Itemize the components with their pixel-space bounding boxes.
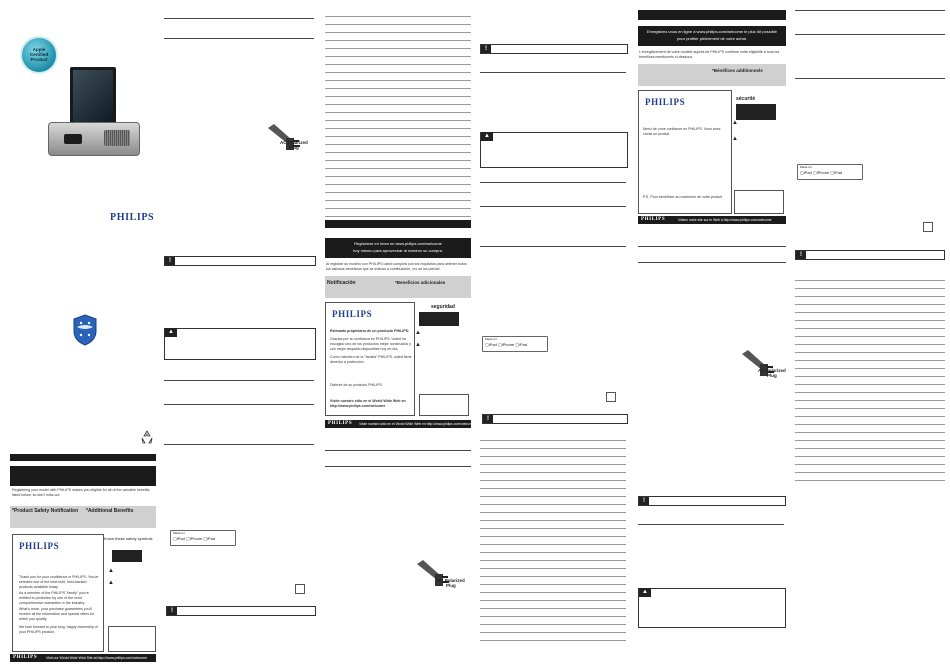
warning-box [638, 588, 786, 628]
compat-item: iPad [207, 536, 216, 541]
table-rule [480, 640, 626, 641]
fr-footer-logo: PHILIPS [641, 217, 666, 222]
rule [164, 18, 314, 19]
sticker-text: Apple Certified Product [29, 47, 49, 62]
made-for-items: ▢iPad ▢iPhone ▢iPad [485, 342, 528, 347]
table-rule [325, 80, 471, 81]
made-for-title: Made for [173, 531, 185, 535]
table-rule [795, 352, 945, 353]
fr-warning-icon-2: ▲ [732, 136, 738, 142]
es-reg-bar-top [325, 220, 471, 228]
es-box1-title: Notificación [327, 280, 356, 286]
table-rule [325, 64, 471, 65]
product-image [44, 64, 144, 170]
en-reg-card-body1: Thank you for your confidence in PHILIPS. You've selected one of the best-built, best-backed products available today. [19, 575, 99, 589]
compat-item: iPhone [816, 170, 830, 175]
es-card-logo: PHILIPS [332, 309, 373, 319]
note-box-2 [482, 414, 628, 424]
rule [638, 262, 786, 263]
fr-footer-text: Visitez notre site sur le Web à http://www.philips.com/welcome [678, 218, 772, 222]
warning-icon: ▲ [165, 328, 177, 337]
made-for-badge [797, 164, 863, 180]
note-icon: ! [796, 251, 806, 259]
table-rule [795, 432, 945, 433]
warning-icon: ▲ [481, 132, 493, 141]
table-rule [795, 320, 945, 321]
en-reg-box1-title: *Product Safety Notification [12, 508, 79, 514]
plug-label-line2: Plug [289, 145, 299, 150]
table-rule [325, 40, 471, 41]
rule [638, 246, 786, 247]
es-box2-title: *Beneficios adicionales [395, 280, 446, 285]
es-footer-logo: PHILIPS [328, 421, 353, 426]
rule [795, 78, 945, 79]
table-rule [480, 512, 626, 513]
note-box [638, 496, 786, 506]
table-rule [480, 568, 626, 569]
table-rule [480, 464, 626, 465]
table-rule [325, 208, 471, 209]
es-card-body1: Estimado propietario de un producto PHILIPS: [330, 329, 410, 333]
fr-warning-icon-1: ▲ [732, 120, 738, 126]
table-rule [480, 456, 626, 457]
note-icon: ! [639, 497, 649, 505]
cover-panel [8, 6, 158, 666]
table-rule [480, 584, 626, 585]
table-rule [795, 304, 945, 305]
en-reg-footer-bar [10, 654, 156, 662]
plug-label-line1: AC Polarized [758, 368, 786, 373]
en-reg-card-body4: We look forward to your long, happy ownership of your PHILIPS product. [19, 625, 98, 634]
table-rule [480, 472, 626, 473]
philips-shield-icon [72, 314, 98, 346]
es-reg-card [325, 302, 415, 416]
plug-label-line2: Plug [446, 583, 456, 588]
plug-caption [437, 578, 465, 588]
table-rule [480, 624, 626, 625]
made-for-items: ▢iPad ▢iPhone ▢iPad [173, 536, 216, 541]
table-rule [480, 528, 626, 529]
table-rule [480, 616, 626, 617]
table-rule [325, 184, 471, 185]
en-footer-text: Visit our World Wide Web Site at http://www.philips.com/welcome [46, 656, 147, 660]
table-rule [480, 544, 626, 545]
es-title-line1: Regístrese en línea en www.philips.com/welcome [354, 241, 442, 246]
en-reg-card [12, 534, 104, 652]
table-rule [480, 496, 626, 497]
es-title-line2: hoy mismo para aprovechar al máximo su compra. [353, 248, 443, 253]
table-rule [795, 456, 945, 457]
es-reg-stub [419, 394, 469, 416]
note-box-2 [166, 606, 316, 616]
compat-item: iPad [519, 342, 528, 347]
fr-reg-bar-top [638, 10, 786, 20]
fr-reg-footer-bar [638, 216, 786, 224]
table-rule [795, 376, 945, 377]
fr-title-line2: pour profiter pleinement de votre achat. [677, 36, 747, 41]
small-icon-square [295, 584, 305, 594]
table-rule [325, 200, 471, 201]
plug-caption [280, 140, 308, 150]
rule [325, 450, 471, 451]
es-reg-title-bar [325, 238, 471, 258]
rule [480, 246, 626, 247]
table-rule [325, 120, 471, 121]
panel-3-spanish [323, 0, 473, 671]
table-rule [480, 592, 626, 593]
warning-box [480, 132, 628, 168]
es-warning-icon-2: ▲ [415, 342, 421, 348]
en-reg-card-body3: What's more, your purchase guarantees you'll receive all the information and special offers for which you qualify. [19, 607, 95, 621]
note-icon: ! [165, 257, 175, 265]
table-rule [325, 144, 471, 145]
table-rule [325, 16, 471, 17]
made-for-items: ▢iPad ▢iPhone ▢iPad [800, 170, 843, 175]
table-rule [325, 56, 471, 57]
table-rule [480, 560, 626, 561]
table-rule [795, 392, 945, 393]
made-for-title: Made for [485, 337, 497, 341]
small-icon-square [923, 222, 933, 232]
compat-item: iPad [834, 170, 843, 175]
rule [164, 404, 314, 405]
rule [164, 38, 314, 39]
panel-6 [793, 0, 948, 671]
fr-card-body1: Merci de votre confiance en PHILIPS. Vous avez choisi un produit. [643, 127, 721, 136]
en-reg-card-body2: As a member of the PHILIPS "family" you're entitled to protection by one of the most comprehensive warranties in the industry. [19, 591, 89, 605]
table-rule [795, 408, 945, 409]
note-box [480, 44, 628, 54]
rule [795, 34, 945, 35]
table-rule [795, 288, 945, 289]
plug-label-line1: AC Polarized [437, 578, 465, 583]
table-rule [325, 72, 471, 73]
es-footer-text: Visite nuestro sitio en el World Wide Web en http://www.philips.com/welcome [359, 422, 475, 426]
en-reg-stub [108, 626, 156, 652]
en-reg-card-logo: PHILIPS [19, 541, 60, 551]
en-footer-logo: PHILIPS [13, 655, 38, 660]
table-rule [480, 440, 626, 441]
fr-card-body2: P.S. Pour bénéficier au maximum de votre produit [643, 195, 723, 199]
en-caution-label [112, 550, 142, 562]
table-rule [795, 296, 945, 297]
compat-item: iPhone [189, 536, 203, 541]
table-rule [795, 472, 945, 473]
table-rule [480, 632, 626, 633]
note-icon: ! [167, 607, 177, 615]
made-for-title: Made for [800, 165, 812, 169]
table-rule [480, 504, 626, 505]
en-warning-icon-2: ▲ [108, 580, 114, 586]
rule [480, 206, 626, 207]
table-rule [325, 24, 471, 25]
compat-item: iPad [176, 536, 185, 541]
made-for-badge [482, 336, 548, 352]
table-rule [480, 448, 626, 449]
dock-display [64, 134, 82, 144]
table-rule [480, 552, 626, 553]
table-rule [480, 608, 626, 609]
table-rule [795, 328, 945, 329]
table-rule [480, 520, 626, 521]
table-rule [795, 424, 945, 425]
table-rule [795, 368, 945, 369]
ipad-screen [70, 67, 116, 127]
small-icon-square [606, 392, 616, 402]
en-reg-lead: Registering your model with PHILIPS makes you eligible for all of the valuable benefits listed below, so don't miss out. [12, 488, 150, 497]
es-card-closing: Visite nuestro sitio en el World Wide Web en http://www.philips.com/welcome [330, 399, 406, 408]
fr-reg-card [638, 90, 732, 214]
table-rule [480, 480, 626, 481]
warning-box [164, 328, 316, 360]
table-rule [325, 192, 471, 193]
rule [164, 380, 314, 381]
table-rule [795, 464, 945, 465]
table-rule [795, 400, 945, 401]
fr-box2-title: *Bénéfices additionnels [712, 68, 763, 73]
table-rule [325, 104, 471, 105]
warning-icon: ▲ [639, 588, 651, 597]
fr-caution-label [736, 104, 776, 120]
panel-2 [162, 0, 317, 671]
es-caution-label [419, 312, 459, 326]
es-card-body3: Como miembro de la "familia" PHILIPS, usted tiene derecho a protección. [330, 355, 412, 364]
en-warning-icon-1: ▲ [108, 568, 114, 574]
table-rule [795, 440, 945, 441]
es-reg-lead: Al registrar su modelo con PHILIPS usted cumplirá con los requisitos para obtener todos los valiosos beneficios que se indican a continuación, ¡no se los pierda! [326, 262, 467, 271]
table-rule [325, 160, 471, 161]
plug-label-line2: Plug [767, 373, 777, 378]
note-box [795, 250, 945, 260]
es-card-body4: Disfrute de su producto PHILIPS. [330, 383, 383, 387]
table-rule [325, 88, 471, 89]
table-rule [325, 96, 471, 97]
made-for-badge [170, 530, 236, 546]
compat-item: iPhone [501, 342, 515, 347]
note-icon: ! [481, 45, 491, 53]
rule [480, 182, 626, 183]
plug-label-line1: AC Polarized [280, 140, 308, 145]
table-rule [480, 576, 626, 577]
table-rule [325, 32, 471, 33]
en-reg-bar-top [10, 454, 156, 461]
en-safety-title: Know these safety symbols [104, 536, 153, 541]
compat-item: iPad [488, 342, 497, 347]
rule [795, 10, 945, 11]
table-rule [795, 344, 945, 345]
table-rule [325, 136, 471, 137]
fr-reg-lead: L'enregistrement de votre modèle auprès de PHILIPS confirme votre éligibilité à tous les bénéfices mentionnés ci-dessous. [639, 50, 780, 59]
table-rule [795, 480, 945, 481]
table-rule [795, 384, 945, 385]
fr-card-logo: PHILIPS [645, 97, 686, 107]
table-rule [795, 280, 945, 281]
rule [480, 72, 626, 73]
dock-speaker [104, 130, 130, 146]
fr-reg-title-bar [638, 26, 786, 46]
table-rule [795, 448, 945, 449]
en-reg-bar-title [10, 466, 156, 486]
fr-reg-stub [734, 190, 784, 214]
recycle-icon [139, 429, 155, 445]
es-safety-title: seguridad [431, 304, 455, 310]
philips-logo: PHILIPS [110, 212, 155, 223]
table-rule [480, 488, 626, 489]
compat-item: iPad [803, 170, 812, 175]
table-rule [795, 336, 945, 337]
table-rule [795, 416, 945, 417]
table-rule [325, 152, 471, 153]
rule [638, 524, 784, 525]
panel-4 [478, 0, 628, 671]
en-reg-box2-title: *Additional Benefits [86, 508, 134, 514]
table-rule [795, 312, 945, 313]
table-rule [325, 112, 471, 113]
table-rule [480, 600, 626, 601]
table-rule [480, 536, 626, 537]
plug-caption [758, 368, 786, 378]
table-rule [795, 360, 945, 361]
es-reg-footer-bar [325, 420, 475, 428]
rule [164, 444, 314, 445]
note-icon: ! [483, 415, 493, 423]
note-box [164, 256, 316, 266]
table-rule [325, 48, 471, 49]
rule [325, 466, 471, 467]
table-rule [325, 216, 471, 217]
es-card-body2: Gracias por su confianza en PHILIPS. Usted ha escogido uno de los productos mejor construidos y con mejor respaldo disponibles hoy en día. [330, 337, 411, 351]
table-rule [325, 128, 471, 129]
fr-safety-title: sécurité [736, 96, 756, 102]
es-warning-icon-1: ▲ [415, 330, 421, 336]
panel-5-french [636, 0, 788, 671]
table-rule [325, 168, 471, 169]
table-rule [325, 176, 471, 177]
fr-title-line1: Enregistrez-vous en ligne à www.philips.com/welcome le plus tôt possible [646, 29, 778, 34]
